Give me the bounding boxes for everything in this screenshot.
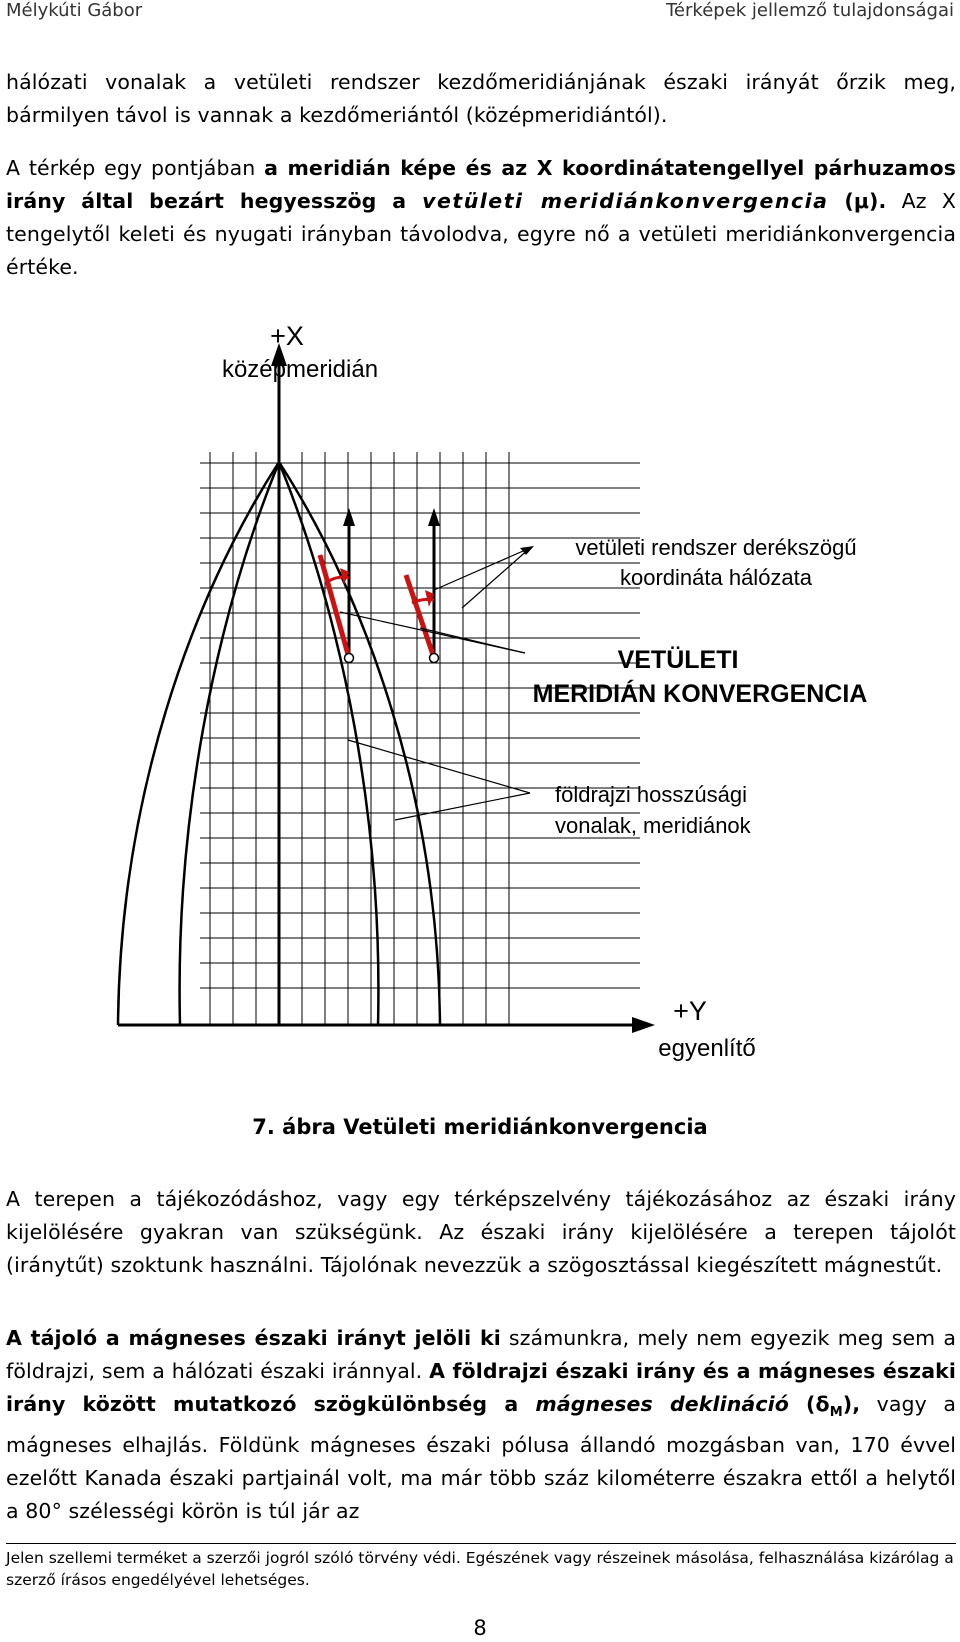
p4-subscript: M [829,1405,843,1421]
x-axis-label: +X [270,321,304,351]
point-1 [345,654,354,663]
p4-term: mágneses deklináció [535,1392,789,1416]
grid-label-line1: vetületi rendszer derékszögű [575,535,857,560]
p4-bold-2: A földrajzi északi irány és a mágneses északi irány között mutatkozó szögkülönbség a [6,1359,956,1416]
header-title: Térképek jellemző tulajdonságai [666,0,954,21]
p2-text-2: Az X tengelytől keleti és nyugati irányban távolodva, egyre nő a vetületi meridiánkonvergencia értéke. [6,189,956,279]
p2-term: vetületi meridiánkonvergencia [422,189,829,213]
coordinate-grid [200,452,640,1025]
grid-arrowhead-2 [428,508,440,526]
meridian-label-line2: vonalak, meridiánok [555,813,751,838]
convergence-label-line1: VETÜLETI [617,646,739,674]
p2-text-1: A térkép egy pontjában [6,156,265,180]
p4-text-2: vagy a mágneses elhajlás. Földünk mágneses északi pólusa állandó mozgásban van, 170 évvel ezelőtt Kanada északi partjainál volt, ma már több száz kilométerre északra ettől a helytől a 80° szélességi körön is túl jár az [6,1392,956,1524]
p2-bold-2: (μ). [828,189,887,213]
p4-bold-1: A tájoló a mágneses északi irányt jelöli ki [6,1326,501,1350]
grid-label-line2: koordináta hálózata [619,565,813,590]
p4-bold-3: (δ [788,1392,830,1416]
paragraph-3: A terepen a tájékozódáshoz, vagy egy térképszelvény tájékozásához az északi irány kijelölésére gyakran van szükségünk. Az északi irány kijelölésére a terepen tájolót (iránytűt) szoktunk használni. Tájolónak nevezzük a szögosztással kiegészített mágnestűt. [6,1187,956,1277]
convergence-label-line2: MERIDIÁN KONVERGENCIA [532,680,868,708]
x-axis-sublabel: középmeridián [221,356,379,383]
footer-notice: Jelen szellemi terméket a szerzői jogról szóló törvény védi. Egészének vagy részeinek másolása, felhasználása kizárólag a szerző írásos engedélyével lehetséges. [6,1543,956,1591]
paragraph-4 [6,1322,956,1528]
p4-bold-4: ), [842,1392,861,1416]
p2-bold-1: a meridián képe és az X koordinátatengellyel párhuzamos irány által bezárt hegyesszög a [6,156,957,213]
p4-text-1: számunkra, mely nem egyezik meg sem a földrajzi, sem a hálózati északi iránnyal. [6,1326,956,1383]
grid-arrowhead-1 [343,508,355,526]
point-2 [430,654,439,663]
y-axis-arrowhead [632,1017,655,1033]
leader-arrowhead [520,546,534,555]
y-axis-label: +Y [673,996,707,1026]
page-number: 8 [473,1616,487,1640]
figure-caption: 7. ábra Vetületi meridiánkonvergencia [252,1115,708,1139]
y-axis-sublabel: egyenlítő [658,1035,756,1062]
meridian-label-line1: földrajzi hosszúsági [555,782,747,807]
page-header [6,0,954,30]
paragraph-1: hálózati vonalak a vetületi rendszer kezdőmeridiánjának északi irányát őrzik meg, bármilyen távol is vannak a kezdőmeriántól (középmeridiántól). [6,70,956,127]
header-author: Mélykúti Gábor [6,0,143,21]
paragraph-2 [6,152,956,284]
figure-meridian-convergence [0,310,960,1080]
